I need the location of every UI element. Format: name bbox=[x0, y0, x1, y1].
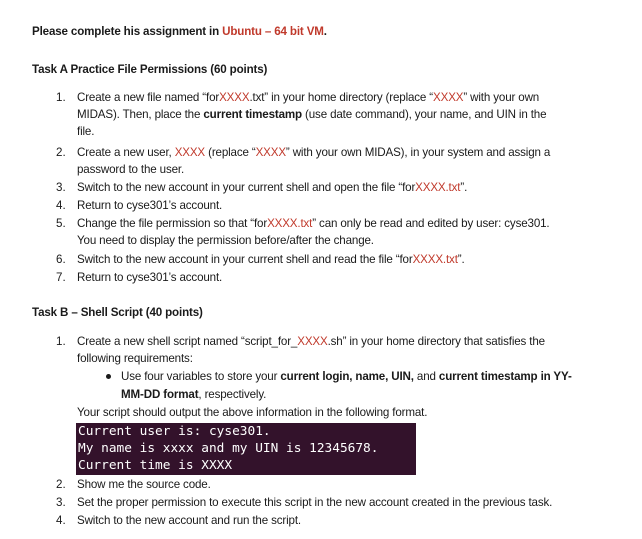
task-a-item-5-line-1 bbox=[77, 216, 549, 231]
terminal-line: My name is xxxx and my UIN is 12345678. bbox=[78, 441, 379, 456]
task-b-item-4-number: 4. bbox=[56, 514, 66, 527]
intro-prefix: Please complete his assignment in bbox=[32, 25, 223, 38]
task-a-item-5-line-2: You need to display the permission before/after the change. bbox=[77, 234, 374, 247]
task-a-item-4-number: 4. bbox=[56, 199, 66, 212]
text-segment: ” can only be read and edited by user: cyse301. bbox=[312, 217, 550, 230]
task-a-item-1-line-1 bbox=[77, 90, 539, 105]
text-segment: ” with your own bbox=[463, 91, 540, 104]
text-segment: ”. bbox=[460, 181, 468, 194]
task-b-item-1-line-1 bbox=[77, 334, 545, 349]
task-b-item-1-line-2: following requirements: bbox=[77, 352, 193, 365]
task-a-item-6-line-1 bbox=[77, 252, 465, 267]
task-a-item-1-line-3: file. bbox=[77, 125, 95, 138]
task-a-item-6-number: 6. bbox=[56, 253, 66, 266]
text-segment: ”. bbox=[457, 253, 465, 266]
task-a-item-4-line-1: Return to cyse301’s account. bbox=[77, 199, 223, 212]
task-a-item-7-line-1: Return to cyse301’s account. bbox=[77, 271, 223, 284]
task-b-title: Task B – Shell Script (40 points) bbox=[32, 306, 203, 319]
task-a-item-3-line-1 bbox=[77, 180, 467, 195]
text-segment: Create a new file named “for bbox=[77, 91, 220, 104]
text-segment: Switch to the new account in your current shell and open the file “for bbox=[77, 181, 416, 194]
task-b-item-2-number: 2. bbox=[56, 478, 66, 491]
placeholder-midas: XXXX bbox=[219, 91, 250, 104]
task-b-item-4-text: Switch to the new account and run the script. bbox=[77, 514, 301, 527]
text-segment: Create a new shell script named “script_for_ bbox=[77, 335, 298, 348]
emphasis-text: current login, name, UIN, bbox=[280, 370, 414, 383]
task-a-item-3-number: 3. bbox=[56, 181, 66, 194]
task-a-item-1-number: 1. bbox=[56, 91, 66, 104]
emphasis-text: MM-DD format bbox=[121, 388, 199, 401]
placeholder-midas: XXXX bbox=[433, 91, 464, 104]
task-b-item-3-text: Set the proper permission to execute this script in the new account created in the previous task. bbox=[77, 496, 553, 509]
bullet-icon bbox=[106, 374, 111, 379]
task-a-title: Task A Practice File Permissions (60 points) bbox=[32, 63, 268, 76]
task-a-item-2-line-2: password to the user. bbox=[77, 163, 185, 176]
text-segment: (use date command), your name, and UIN in the bbox=[301, 108, 547, 121]
task-a-item-1-line-2 bbox=[77, 107, 546, 122]
task-b-item-3-number: 3. bbox=[56, 496, 66, 509]
emphasis-text: current timestamp bbox=[203, 108, 302, 121]
text-segment: .txt” in your home directory (replace “ bbox=[249, 91, 434, 104]
terminal-output-block bbox=[76, 423, 416, 475]
intro-line bbox=[32, 24, 327, 39]
task-b-item-1-number: 1. bbox=[56, 335, 66, 348]
placeholder-midas: XXXX.txt bbox=[415, 181, 461, 194]
text-segment: MIDAS). Then, place the bbox=[77, 108, 204, 121]
task-a-item-2-number: 2. bbox=[56, 146, 66, 159]
text-segment: Change the file permission so that “for bbox=[77, 217, 268, 230]
placeholder-midas: XXXX.txt bbox=[412, 253, 458, 266]
intro-suffix: . bbox=[323, 25, 327, 38]
text-segment: Use four variables to store your bbox=[121, 370, 281, 383]
text-segment: , respectively. bbox=[198, 388, 267, 401]
placeholder-midas: XXXX bbox=[255, 146, 286, 159]
task-b-bullet-line-2 bbox=[121, 387, 266, 402]
task-a-item-7-number: 7. bbox=[56, 271, 66, 284]
placeholder-midas: XXXX.txt bbox=[267, 217, 313, 230]
text-segment: and bbox=[413, 370, 439, 383]
placeholder-midas: XXXX bbox=[174, 146, 206, 159]
terminal-line: Current time is XXXX bbox=[78, 458, 233, 473]
task-a-item-2-line-1 bbox=[77, 145, 550, 160]
text-segment: Switch to the new account in your current shell and read the file “for bbox=[77, 253, 413, 266]
text-segment: Create a new user, bbox=[77, 146, 175, 159]
text-segment: (replace “ bbox=[205, 146, 256, 159]
emphasis-text: current timestamp in YY- bbox=[438, 370, 572, 383]
terminal-line: Current user is: cyse301. bbox=[78, 424, 271, 439]
task-b-bullet-line-1 bbox=[121, 369, 572, 384]
task-b-output-note: Your script should output the above information in the following format. bbox=[77, 406, 428, 419]
placeholder-midas: XXXX bbox=[297, 335, 328, 348]
task-b-item-2-text: Show me the source code. bbox=[77, 478, 211, 491]
intro-highlight: Ubuntu – 64 bit VM bbox=[222, 25, 324, 38]
text-segment: ” with your own MIDAS), in your system and assign a bbox=[285, 146, 551, 159]
task-a-item-5-number: 5. bbox=[56, 217, 66, 230]
text-segment: .sh” in your home directory that satisfies the bbox=[327, 335, 545, 348]
